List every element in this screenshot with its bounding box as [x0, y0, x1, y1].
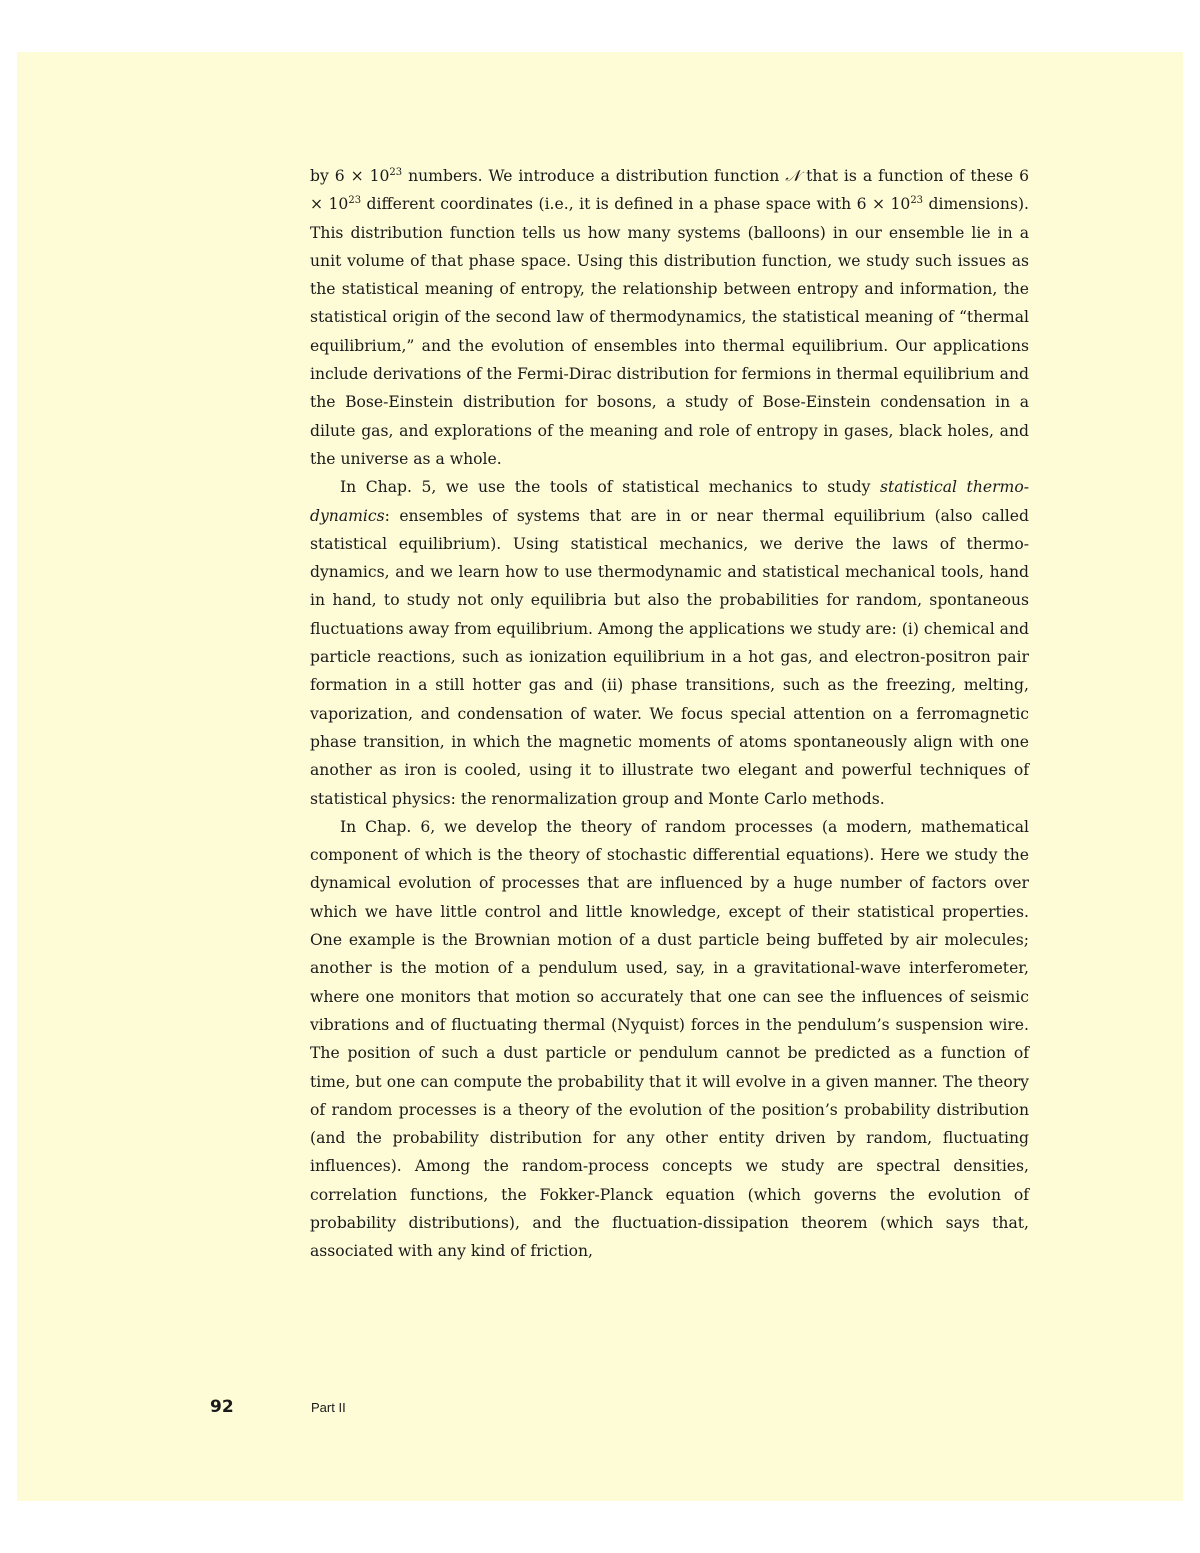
paragraph-3: In Chap. 6, we develop the theory of random processes (a modern, mathematical component of which is the theory of stochastic differential equations). Here we study the dynamical evolution of processes that are influenced by a huge number of factors over which we have little control and little knowledge, except of their statistical properties. One example is the Brownian motion of a dust particle being buffeted by air molecules; another is the motion of a pendulum used, say, in a gravitational-wave interferometer, where one monitors that motion so accurately that one can see the influences of seismic vibrations and of fluctuating thermal (Nyquist) forces in the pendulum’s suspension wire. The position of such a dust particle or pendulum cannot be predicted as a function of time, but one can compute the probability that it will evolve in a given manner. The theory of random processes is a theory of the evolution of the position’s probability distribution (and the probability distribution for any other entity driven by random, fluctuating influences). Among the random-process concepts we study are spectral densities, correlation functions, the Fokker-Planck equation (which governs the evolution of probability distributions), and the fluctuation-dissipation theorem (which says that, associated with any kind of friction, [310, 817, 1029, 1261]
body-text [310, 162, 1029, 1266]
emphasis-statistical-thermodynamics: statistical thermodynamics [310, 478, 1030, 525]
paragraph-2: In Chap. 5, we use the tools of statistical mechanics to study statistical thermodynamics: ensembles of systems that are in or near thermal equilibrium (also called statistical equilibrium). Using statistical mechanics, we derive the laws of thermodynamics, and we learn how to use thermodynamic and statistical mechanical tools, hand in hand, to study not only equilibria but also the probabilities for random, spontaneous fluctuations away from equilibrium. Among the applications we study are: (i) chemical and particle reactions, such as ionization equilibrium in a hot gas, and electron-positron pair formation in a still hotter gas and (ii) phase transitions, such as the freezing, melting, vaporization, and condensation of water. We focus special attention on a ferromagnetic phase transition, in which the magnetic moments of atoms spontaneously align with one another as iron is cooled, using it to illustrate two elegant and powerful techniques of statistical physics: the renormalization group and Monte Carlo methods. [310, 478, 1030, 808]
page-number: 92 [210, 1397, 234, 1417]
distribution-function-symbol: 𝒩 [785, 167, 801, 185]
book-page [17, 52, 1183, 1501]
part-label: Part II [311, 1400, 346, 1415]
paragraph-1: by $6 \times 10^{23}$ numbers. We introduce a distribution function 𝒩 that is a function of these $6 \times 10^{23}$ different coordinates (i.e., it is defined in a phase space with $6 \times 10^{23}$ dimensions). This distribution function tells us how many systems (balloons) in our ensemble lie in a unit volume of that phase space. Using this distribution function, we study such issues as the statistical meaning of entropy, the relationship between entropy and information, the statistical origin of the second law of thermodynamics, the statistical meaning of “thermal equilibrium,” and the evolution of ensembles into thermal equilibrium. Our applications include derivations of the Fermi-Dirac distribution for fermions in thermal equilibrium and the Bose-Einstein distribution for bosons, a study of Bose-Einstein condensation in a dilute gas, and explorations of the meaning and role of entropy in gases, black holes, and the universe as a whole. [310, 167, 1029, 468]
